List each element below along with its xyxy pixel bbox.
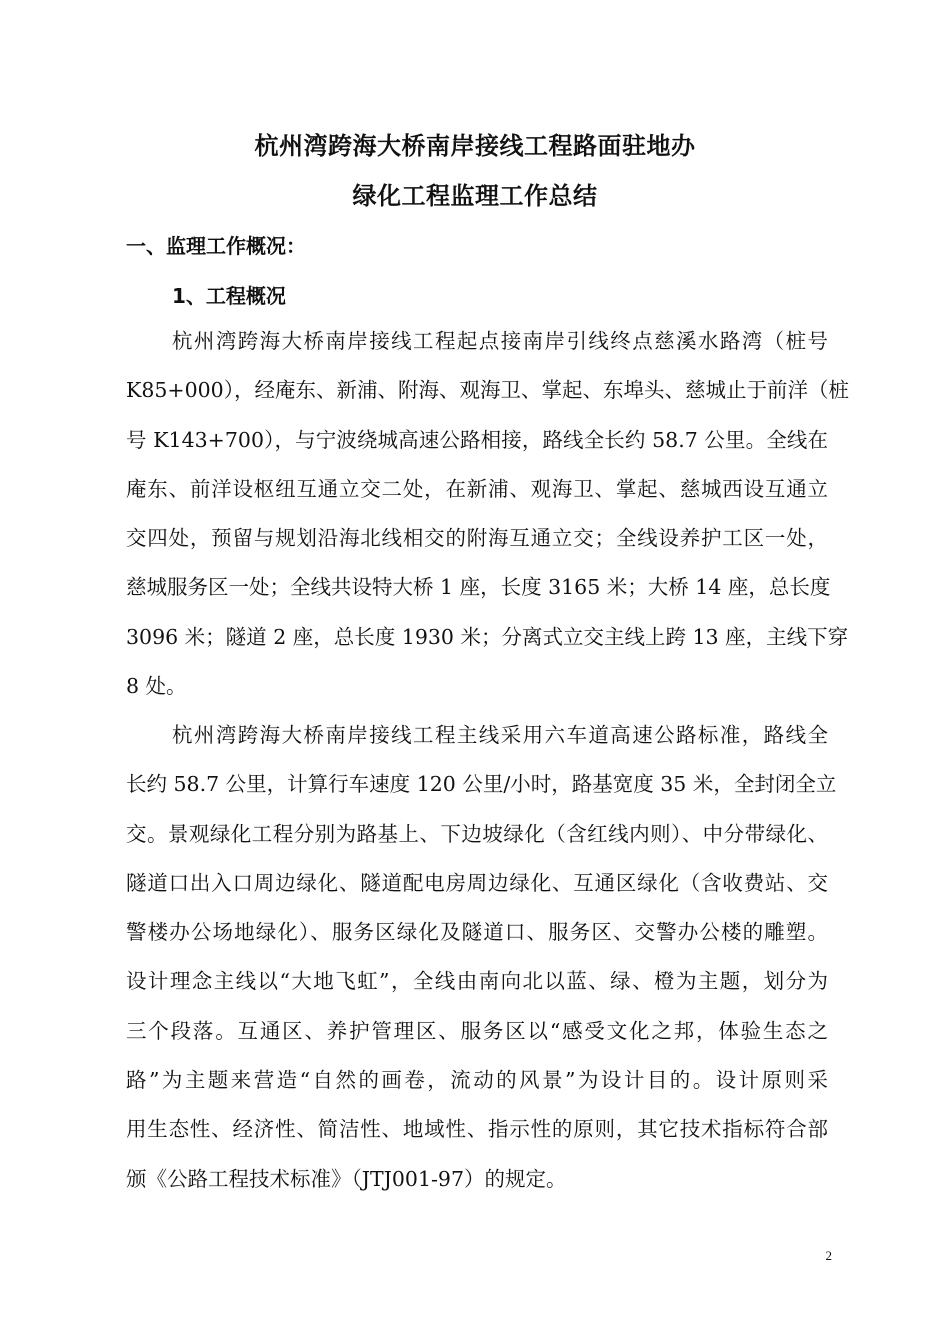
- text-line: 警楼办公场地绿化）、服务区绿化及隧道口、服务区、交警办公楼的雕塑。: [126, 920, 828, 945]
- paragraph-design-standards: [126, 717, 837, 1210]
- text-line: 三个段落。互通区、养护管理区、服务区以“感受文化之邦，体验生态之: [126, 1018, 828, 1043]
- text-line: 隧道口出入口周边绿化、隧道配电房周边绿化、互通区绿化（含收费站、交: [126, 870, 828, 895]
- document-title-line-1: 杭州湾跨海大桥南岸接线工程路面驻地办: [254, 132, 696, 160]
- text-line: 号 K143+700），与宁波绕城高速公路相接，路线全长约 58.7 公里。全线在: [126, 427, 828, 452]
- subsection-heading: 1、工程概况: [172, 284, 286, 308]
- text-line: 杭州湾跨海大桥南岸接线工程主线采用六车道高速公路标准，路线全: [172, 723, 828, 747]
- section-heading: 一、监理工作概况：: [126, 234, 306, 258]
- text-line: 路”为主题来营造“自然的画卷，流动的风景”为设计目的。设计原则采: [126, 1068, 828, 1093]
- text-line: 慈城服务区一处；全线共设特大桥 1 座，长度 3165 米；大桥 14 座，总长度: [126, 575, 831, 600]
- document-title-line-2: 绿化工程监理工作总结: [352, 182, 598, 210]
- text-line: 用生态性、经济性、简洁性、地域性、指示性的原则，其它技术指标符合部: [126, 1117, 828, 1142]
- page-number: 2: [825, 1248, 832, 1263]
- paragraph-project-overview: [126, 323, 849, 717]
- text-line: K85+000），经庵东、新浦、附海、观海卫、掌起、东埠头、慈城止于前洋（桩: [126, 378, 849, 403]
- text-line: 设计理念主线以“大地飞虹”，全线由南向北以蓝、绿、橙为主题，划分为: [126, 969, 828, 994]
- text-line: 8 处。: [126, 674, 187, 699]
- text-line: 颁《公路工程技术标准》（JTJ001-97）的规定。: [126, 1166, 567, 1191]
- text-line: 杭州湾跨海大桥南岸接线工程起点接南岸引线终点慈溪水路湾（桩号: [172, 329, 828, 353]
- text-line: 交。景观绿化工程分别为路基上、下边坡绿化（含红线内则）、中分带绿化、: [126, 821, 828, 846]
- text-line: 3096 米；隧道 2 座，总长度 1930 米；分离式立交主线上跨 13 座，主线下穿: [126, 624, 849, 649]
- text-line: 庵东、前洋设枢纽互通立交二处，在新浦、观海卫、掌起、慈城西设互通立: [126, 476, 828, 501]
- text-line: 交四处，预留与规划沿海北线相交的附海互通立交；全线设养护工区一处，: [126, 526, 828, 551]
- text-line: 长约 58.7 公里，计算行车速度 120 公里/小时，路基宽度 35 米，全封闭全立: [126, 772, 837, 797]
